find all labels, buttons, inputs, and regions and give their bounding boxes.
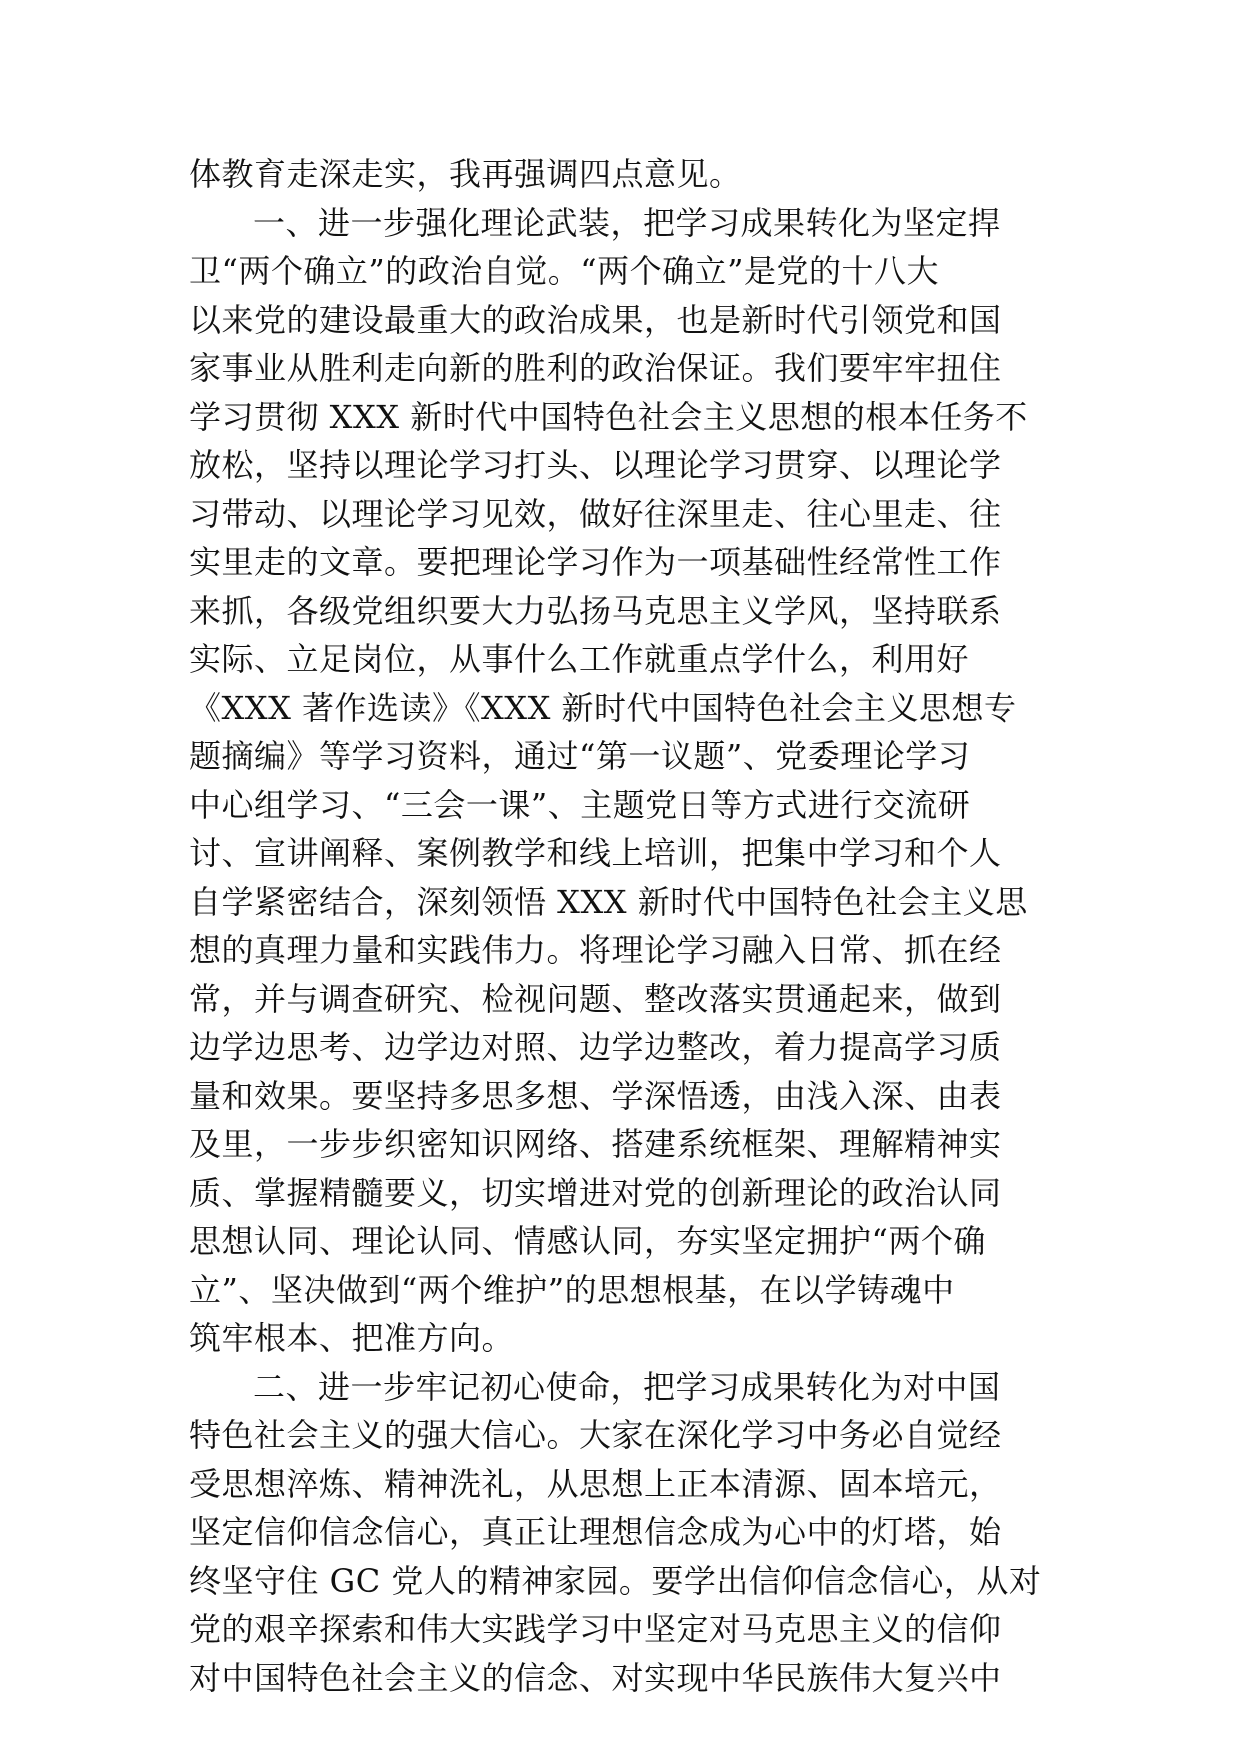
text-line: 质、掌握精髓要义，切实增进对党的创新理论的政治认同 — [189, 1173, 1002, 1212]
text-line: 以来党的建设最重大的政治成果，也是新时代引领党和国 — [189, 300, 1002, 339]
text-line: 家事业从胜利走向新的胜利的政治保证。我们要牢牢扭住 — [189, 349, 1002, 387]
text-line: 中心组学习、“三会一课”、主题党日等方式进行交流研 — [189, 785, 971, 824]
text-line: 讨、宣讲阐释、案例教学和线上培训，把集中学习和个人 — [189, 834, 1002, 872]
text-line: 题摘编》等学习资料，通过“第一议题”、党委理论学习 — [189, 737, 971, 775]
text-line: 思想认同、理论认同、情感认同，夯实坚定拥护“两个确 — [189, 1222, 986, 1260]
text-line: 来抓，各级党组织要大力弘扬马克思主义学风，坚持联系 — [189, 591, 1002, 630]
text-line: 受思想淬炼、精神洗礼，从思想上正本清源、固本培元， — [189, 1464, 1002, 1503]
body-text — [189, 150, 1069, 1702]
text-line: 及里，一步步织密知识网络、搭建系统框架、理解精神实 — [189, 1125, 1002, 1163]
text-line: 常，并与调查研究、检视问题、整改落实贯通起来，做到 — [189, 979, 1002, 1018]
text-line: 想的真理力量和实践伟力。将理论学习融入日常、抓在经 — [189, 931, 1002, 969]
text-line: 放松，坚持以理论学习打头、以理论学习贯穿、以理论学 — [189, 446, 1002, 484]
text-line: 特色社会主义的强大信心。大家在深化学习中务必自觉经 — [189, 1416, 1002, 1454]
text-line: 终坚守住 GC 党人的精神家园。要学出信仰信念信心，从对 — [189, 1561, 1042, 1600]
text-line: 学习贯彻 XXX 新时代中国特色社会主义思想的根本任务不 — [189, 397, 1028, 436]
text-line: 一、进一步强化理论武装，把学习成果转化为坚定捍 — [253, 203, 1001, 242]
text-line: 《XXX 著作选读》《XXX 新时代中国特色社会主义思想专 — [189, 688, 1017, 727]
text-line: 自学紧密结合，深刻领悟 XXX 新时代中国特色社会主义思 — [189, 882, 1028, 921]
text-line: 坚定信仰信念信心，真正让理想信念成为心中的灯塔，始 — [189, 1513, 1002, 1551]
text-line: 边学边思考、边学边对照、边学边整改，着力提高学习质 — [189, 1028, 1002, 1066]
text-line: 立”、坚决做到“两个维护”的思想根基，在以学铸魂中 — [189, 1270, 955, 1309]
text-line: 习带动、以理论学习见效，做好往深里走、往心里走、往 — [189, 494, 1002, 533]
text-line: 实里走的文章。要把理论学习作为一项基础性经常性工作 — [189, 543, 1002, 581]
text-line: 体教育走深走实，我再强调四点意见。 — [189, 155, 742, 193]
text-line: 对中国特色社会主义的信念、对实现中华民族伟大复兴中 — [189, 1658, 1002, 1697]
text-line: 卫“两个确立”的政治自觉。“两个确立”是党的十八大 — [189, 252, 939, 290]
text-line: 筑牢根本、把准方向。 — [189, 1319, 515, 1357]
text-line: 二、进一步牢记初心使命，把学习成果转化为对中国 — [253, 1367, 1001, 1406]
text-line: 量和效果。要坚持多思多想、学深悟透，由浅入深、由表 — [189, 1076, 1002, 1115]
text-line: 实际、立足岗位，从事什么工作就重点学什么，利用好 — [189, 640, 970, 678]
text-line: 党的艰辛探索和伟大实践学习中坚定对马克思主义的信仰 — [189, 1610, 1002, 1648]
